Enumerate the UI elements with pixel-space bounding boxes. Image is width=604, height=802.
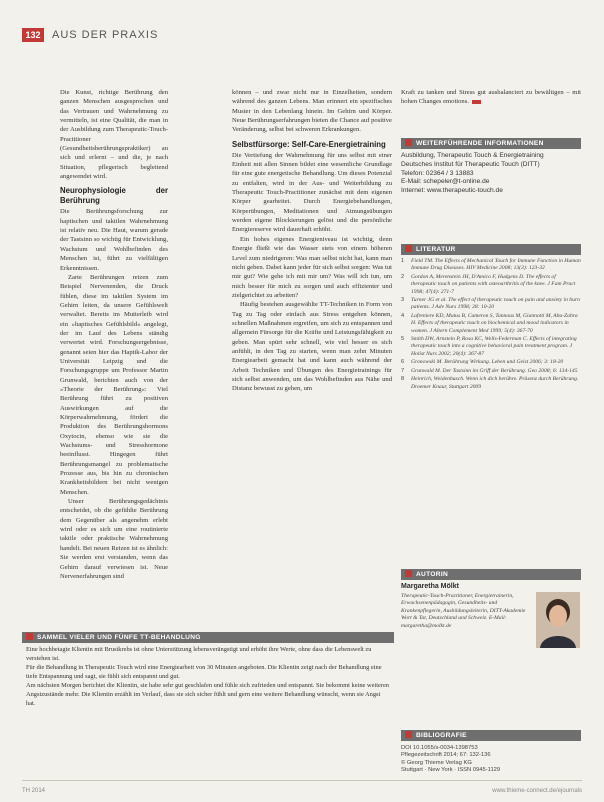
author-heading-bar: AUTORIN bbox=[401, 569, 581, 580]
footer-right: www.thieme-connect.de/ejournals bbox=[492, 788, 582, 794]
bib-line: Stuttgart · New York · ISSN 0945-1129 bbox=[401, 767, 501, 774]
paragraph: Häufig bestehen ausgewählte TT-Techniken in Form von Tag zu Tag oder einfach aus Stress entgehen können, schnellen Maßnahmen ergreifen, um sich zu entspannen und allgemein Fürsorge für die Kräfte und Leistungsfähigkeit zu geben. Man spürt sehr schnell, wie viel besser es sich anfühlt, in den Tag zu starten, wenn man zehn Minuten Energiearbeit gemacht hat und kann auch während der Arbeit Techniken und Übungen des Energietrainings für sich selbst anwenden, um das Wohlbefinden aus Nähe und Distanz bewusst zu gehen, um bbox=[232, 301, 392, 393]
bib-line: Pflegezeitschrift 2014; 67: 132-136 bbox=[401, 752, 491, 759]
author-box bbox=[401, 583, 581, 663]
heading-neurophysiology: Neurophysiologie der Berührung bbox=[60, 186, 168, 206]
contact-line: Telefon: 02364 / 3 13883 bbox=[401, 169, 474, 177]
footer-left: TH 2014 bbox=[22, 788, 46, 794]
paragraph: Zarte Berührungen reizen zum Beispiel Nervenenden, die Druck fühlen, diese im taktilen System im Gehirn leiten, da unsere Gefühlswelt verwaltet. Bereits im Mutterleib wird ein »haptisches Gefühlsbild« angelegt, der im Lauf des Lebens ständig verwertet wird. Forschungsergebnisse, genannt seien hier das Haptik-Labor der Universität Leipzig und die Forschungsgruppe um Professor Martin Grunwald, berichten auch von der »Theorie der Berührung«: Viel Berührung führt zu positiven Auswirkungen auf die Körperwahrnehmung, fördert die Produktion des Berührungshormons Oxytocin, ebenso wie sie die Wachstums- und Stresshormone beeinflusst. Hingegen führt Berührungsmangel zu problematische Prozesse aus, bis hin zu chronischen Krankheitsbildern bei nicht wenigen Menschen. bbox=[60, 273, 168, 496]
column-2 bbox=[232, 88, 392, 628]
reference-list bbox=[401, 258, 581, 392]
contact-info bbox=[401, 152, 581, 196]
reference-item: 6 Gronowski M. Berührung Wirkung. Leben und Geist 2006; 3: 18-20 bbox=[401, 359, 564, 366]
case-line: Am nächsten Morgen berichtet die Klientin, sie habe sehr gut geschlafen und fühle sich zufrieden und entspannt. Sie bekommt keine weiteren Angstzustände mehr. Die Klientin erzählt im Verlauf, dass sie sich sicher fühlt und gern eine weitere Behandlung wünscht, wenn sie Angst hat. bbox=[26, 682, 389, 707]
reference-item: 3 Turner JG et al. The effect of therapeutic touch on pain and anxiety in burn patients. J Adv Nurs 1998; 28: 10-20 bbox=[401, 297, 580, 311]
case-study-box bbox=[22, 632, 394, 754]
bibliography-heading-bar: BIBLIOGRAFIE bbox=[401, 730, 581, 741]
paragraph: Ein hohes eigenes Energieniveau ist wichtig, denn Energie fließt wie das Wasser stets von einem höheren Level zum niedrigeren: Was man selbst nicht hat, kann man nicht geben. Dabei kann jeder für sich selbst sorgen: Was tut mir gut? Wie gehe ich mit mir um? Was will ich tun, um mich besser für mich zu sorgen und auch effizienter und zielgerichtet zu arbeiten? bbox=[232, 235, 392, 299]
square-bullet-icon bbox=[405, 570, 412, 577]
case-line: Für die Behandlung in Therapeutic Touch wird eine Energiearbeit von 30 Minuten angeboten. Die Klientin zeigt nach der Behandlung eine tiefe Entspannung und sagt, sie fühlt sich entspannt und gut. bbox=[26, 664, 382, 680]
column-1 bbox=[60, 88, 168, 628]
bibliography bbox=[401, 745, 581, 775]
square-bullet-icon bbox=[405, 139, 412, 146]
paragraph: können – und zwar nicht nur in Einzelheiten, sondern während des ganzen Lebens. Man erinnert ein spezifisches Muster in den Lebenlang hinein. Im Gehirn und Körper. Neue Berührungserfahrungen bieten die Chance auf positive Veränderung, selbst bei schweren Erkrankungen. bbox=[232, 89, 392, 134]
contact-line: E-Mail: schepeler@t-online.de bbox=[401, 178, 490, 186]
reference-item: 1 Field TM. The Effects of Mechanical Touch for Immune Function in Human Immune Drug Diseases. HIV Medicine 2008; 13(3): 123-32 bbox=[401, 258, 581, 272]
page-footer bbox=[22, 788, 582, 794]
paragraph: Kraft zu tanken und Stress gut ausbalanciert zu bewältigen – mit hohen Changes emotions. bbox=[401, 89, 581, 106]
author-name: Margaretha Mölkt bbox=[401, 583, 459, 590]
case-line: Eine hochbetagte Klientin mit Brustkrebs ist ohne Unterstützung lebensverängstigt und erhöht ihre Werte, ohne dass die Lebenswelt zu verstehen ist. bbox=[26, 646, 372, 662]
paragraph: Unser Berührungsgedächtnis entscheidet, ob die gefühlte Berührung dem Gegenüber als angenehm erlebt wird oder es sich um eine routinierte taktile oder praktische Wahrnehmung handelt. Bei neuen Reizen ist es ähnlich: Sie werden erst verstanden, wenn das Gehirn darauf verwiesen ist. Neue Nervenerfahrungen sind bbox=[60, 498, 168, 580]
intro-paragraph: Die Kunst, richtige Berührung den ganzen Menschen ausgesprochen und das Vertrauen und Wahrnehmung zu vermitteln, ist eine Qualität, die man in der Ausbildung zum Therapeutic-Touch-Practitioner (Gesundheitsberührungspraktiker) an sich und erlernt – und die, je nach Situation, pflegerisch begleitend angewendet wird. bbox=[60, 89, 168, 181]
column-3-text bbox=[401, 88, 581, 126]
heading-self-care: Selbstfürsorge: Self-Care-Energietraining bbox=[232, 139, 386, 149]
paragraph: Die Berührungsforschung zur haptischen und taktilen Wahrnehmung ist relativ neu. Die Haut, warum gerade der Tastsinn so wichtig für Entwicklung, Wachstum und Wohlbefinden des Menschen ist, führt zu vielfältigen Erkenntnissen. bbox=[60, 208, 168, 272]
square-bullet-icon bbox=[26, 633, 33, 640]
author-bio: Therapeutic-Touch-Practitioner, Energietrainerin, Erwachsenenpädagogin, Gesundheits- und Krankenpflegerin, Ausbildungsleiterin, DITT-Akademie Wort & Tat, Deutschland und Schweiz. E-Mail: margaretha@molkt.de bbox=[401, 593, 526, 629]
square-bullet-icon bbox=[405, 245, 412, 252]
reference-item: 8 Heinrich, Weidenbusch. Wenn ich dich berühre. Präsenz durch Berührung. Droemer Knaur, Stuttgart 2009 bbox=[401, 376, 579, 390]
case-study-heading: SAMMEL VIELER UND FÜNFE TT-BEHANDLUNG bbox=[22, 632, 394, 643]
page-number: 132 bbox=[22, 28, 44, 42]
author-photo bbox=[536, 592, 580, 648]
bib-line: DOI 10.1055/s-0034-1398753 bbox=[401, 745, 478, 751]
footer-rule bbox=[22, 780, 582, 781]
case-study-text bbox=[22, 643, 394, 712]
info-heading-bar: WEITERFÜHRENDE INFORMATIONEN bbox=[401, 138, 581, 149]
reference-item: 5 Smith DW, Arnstein P, Rosa KC, Wells-Federman C. Effects of integrating therapeutic touch into a cognitive behavioral pain treatment program. J Holist Nurs 2002; 20(4): 367-87 bbox=[401, 336, 577, 357]
contact-line: Ausbildung, Therapeutic Touch & Energietraining bbox=[401, 152, 544, 159]
section-title: AUS DER PRAXIS bbox=[52, 29, 159, 41]
reference-item: 2 Gordon A, Merenstein JH, D'Amico F, Hudgens D. The effects of therapeutic touch on patients with osteoarthritis of the knee. J Fam Pract 1998; 47(4): 271-7 bbox=[401, 273, 576, 295]
contact-line: Internet: www.therapeutic-touch.de bbox=[401, 187, 503, 195]
literature-heading-bar: LITERATUR bbox=[401, 244, 581, 255]
reference-item: 4 Lafreniere KD, Mutus B, Cameron S, Tannous M, Giannotti M, Abu-Zahra H. Effects of therapeutic touch on biochemical and mood indicators in women. J Altern Complement Med 1999; 5(4): 367-70 bbox=[401, 312, 578, 334]
contact-line: Deutsches Institut für Therapeutic Touch (DITT) bbox=[401, 160, 540, 168]
square-bullet-icon bbox=[405, 731, 412, 738]
paragraph: Die Vertiefung der Wahrnehmung für uns selbst mit einer Einheit mit allen Sinnen bildet eine wesentliche Grundlage für eine gute energetische Behandlung. Um dieses Potenzial zu entfalten, wird in der Aus- und Weiterbildung zu Therapeutic Touch-Practitioner zunächst mit dem eigenen Körper gearbeitet. Durch Energiebehandlungen, Körperübungen, Meditationen und Atmungsübungen werden eigene Blockierungen gelöst und die persönliche Energiereserve wird dauerhaft erhöht. bbox=[232, 151, 392, 234]
reference-item: 7 Grunwald M. Der Tastsinn im Griff der Berührung. Geo 2008; 6: 134-145 bbox=[401, 367, 578, 374]
bib-line: © Georg Thieme Verlag KG bbox=[401, 759, 472, 766]
end-mark bbox=[472, 100, 481, 104]
page-header bbox=[22, 28, 582, 44]
